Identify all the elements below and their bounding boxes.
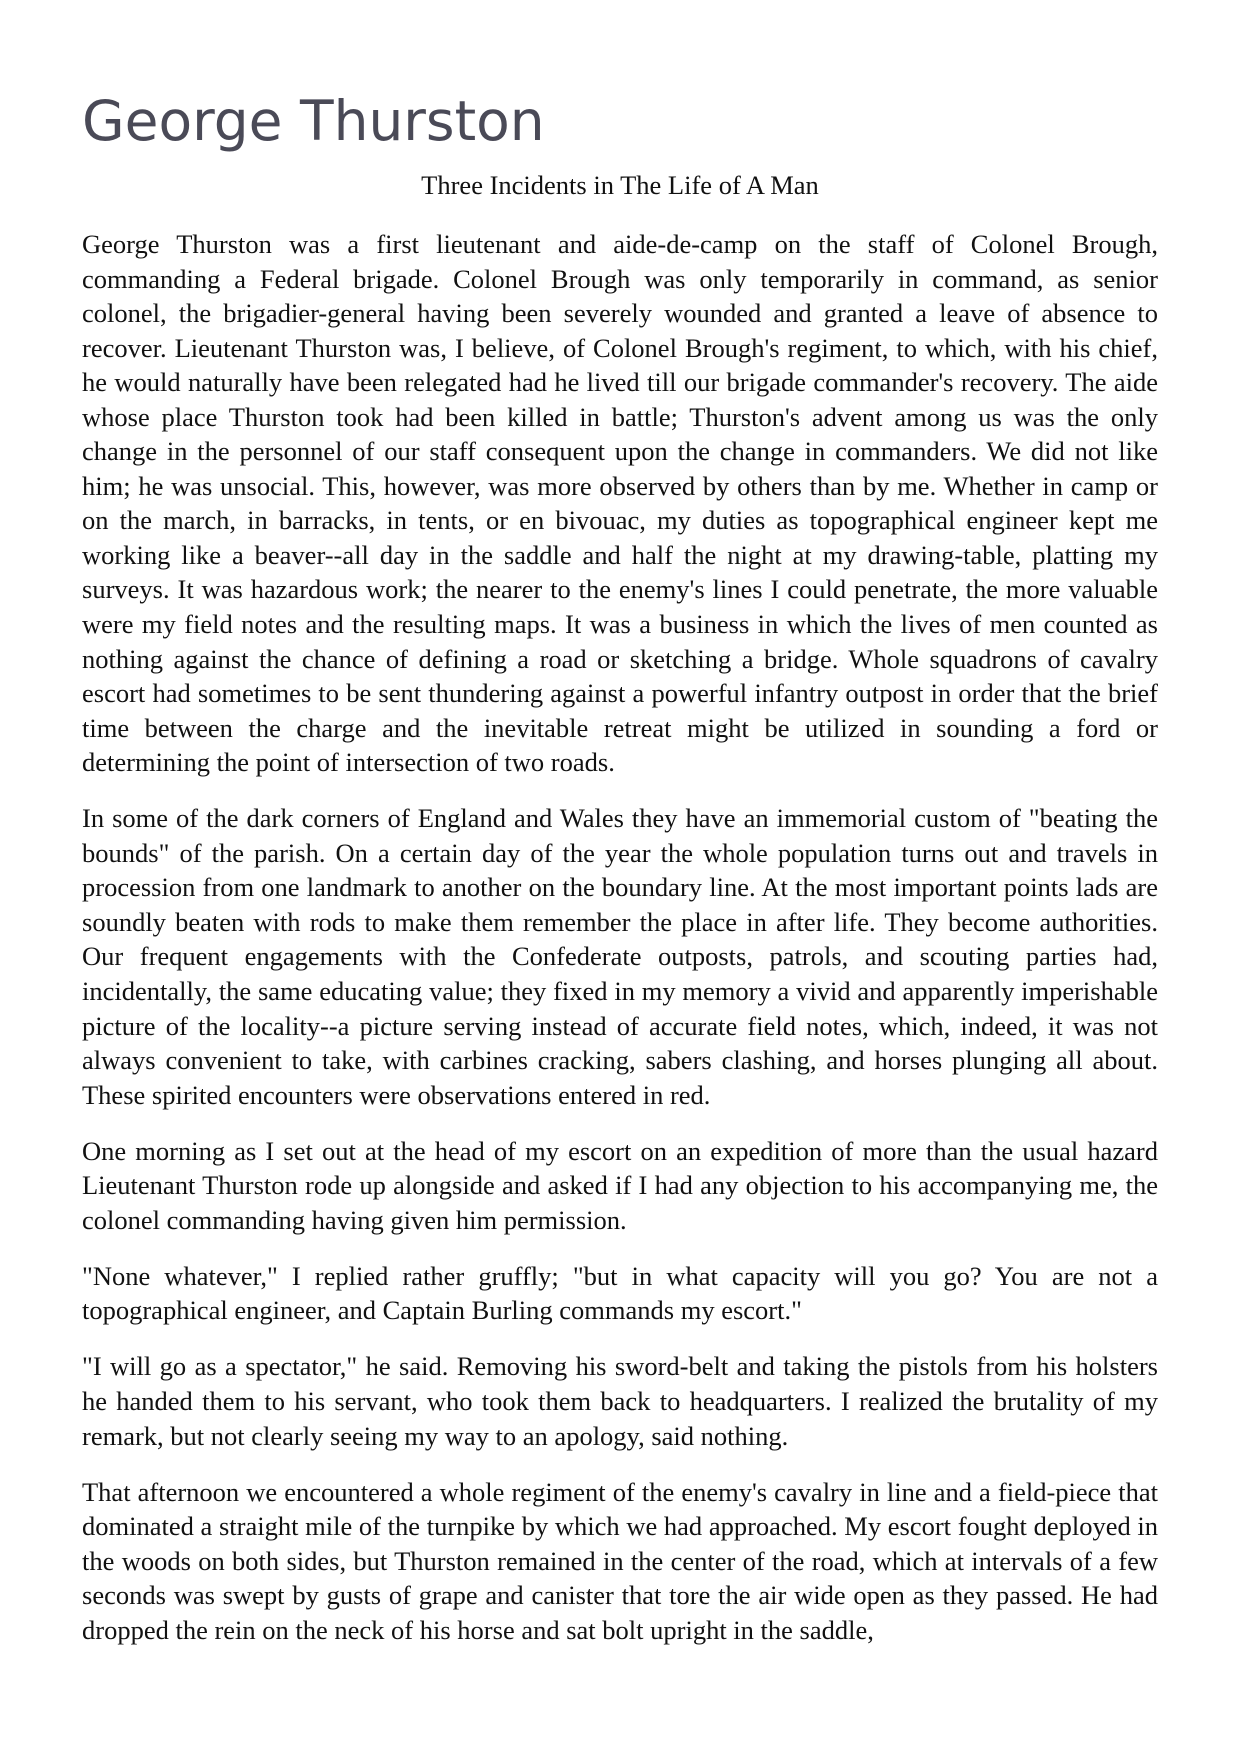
paragraph-2: In some of the dark corners of England and Wales they have an immemorial custom of "beating the bounds" of the parish. On a certain day of the year the whole population turns out and travels in procession from one landmark to another on the boundary line. At the most important points lads are soundly beaten with rods to make them remember the place in after life. They become authorities. Our frequent engagements with the Confederate outposts, patrols, and scouting parties had, incidentally, the same educating value; they fixed in my memory a vivid and apparently imperishable picture of the locality--a picture serving instead of accurate field notes, which, indeed, it was not always convenient to take, with carbines cracking, sabers clashing, and horses plunging all about. These spirited encounters were observations entered in red. xyxy=(82,803,1158,1110)
paragraph-5: "I will go as a spectator," he said. Removing his sword-belt and taking the pistols from his holsters he handed them to his servant, who took them back to headquarters. I realized the brutality of my remark, but not clearly seeing my way to an apology, said nothing. xyxy=(82,1351,1158,1451)
document-body xyxy=(82,227,1158,1669)
paragraph-3: One morning as I set out at the head of my escort on an expedition of more than the usual hazard Lieutenant Thurston rode up alongside and asked if I had any objection to his accompanying me, the colonel commanding having given him permission. xyxy=(82,1135,1158,1235)
paragraph-4: "None whatever," I replied rather gruffly; "but in what capacity will you go? You are not a topographical engineer, and Captain Burling commands my escort." xyxy=(82,1260,1158,1326)
document-title: George Thurston xyxy=(82,89,545,153)
document-subtitle: Three Incidents in The Life of A Man xyxy=(421,170,819,200)
paragraph-1: George Thurston was a first lieutenant and aide-de-camp on the staff of Colonel Brough, commanding a Federal brigade. Colonel Brough was only temporarily in command, as senior colonel, the brigadier-general having been severely wounded and granted a leave of absence to recover. Lieutenant Thurston was, I believe, of Colonel Brough's regiment, to which, with his chief, he would naturally have been relegated had he lived till our brigade commander's recovery. The aide whose place Thurston took had been killed in battle; Thurston's advent among us was the only change in the personnel of our staff consequent upon the change in commanders. We did not like him; he was unsocial. This, however, was more observed by others than by me. Whether in camp or on the march, in barracks, in tents, or en bivouac, my duties as topographical engineer kept me working like a beaver--all day in the saddle and half the night at my drawing-table, platting my surveys. It was hazardous work; the nearer to the enemy's lines I could penetrate, the more valuable were my field notes and the resulting maps. It was a business in which the lives of men counted as nothing against the chance of defining a road or sketching a bridge. Whole squadrons of cavalry escort had sometimes to be sent thundering against a powerful infantry outpost in order that the brief time between the charge and the inevitable retreat might be utilized in sounding a ford or determining the point of intersection of two roads. xyxy=(82,229,1158,778)
paragraph-6: That afternoon we encountered a whole regiment of the enemy's cavalry in line and a field-piece that dominated a straight mile of the turnpike by which we had approached. My escort fought deployed in the woods on both sides, but Thurston remained in the center of the road, which at intervals of a few seconds was swept by gusts of grape and canister that tore the air wide open as they passed. He had dropped the rein on the neck of his horse and sat bolt upright in the saddle, xyxy=(82,1476,1158,1645)
